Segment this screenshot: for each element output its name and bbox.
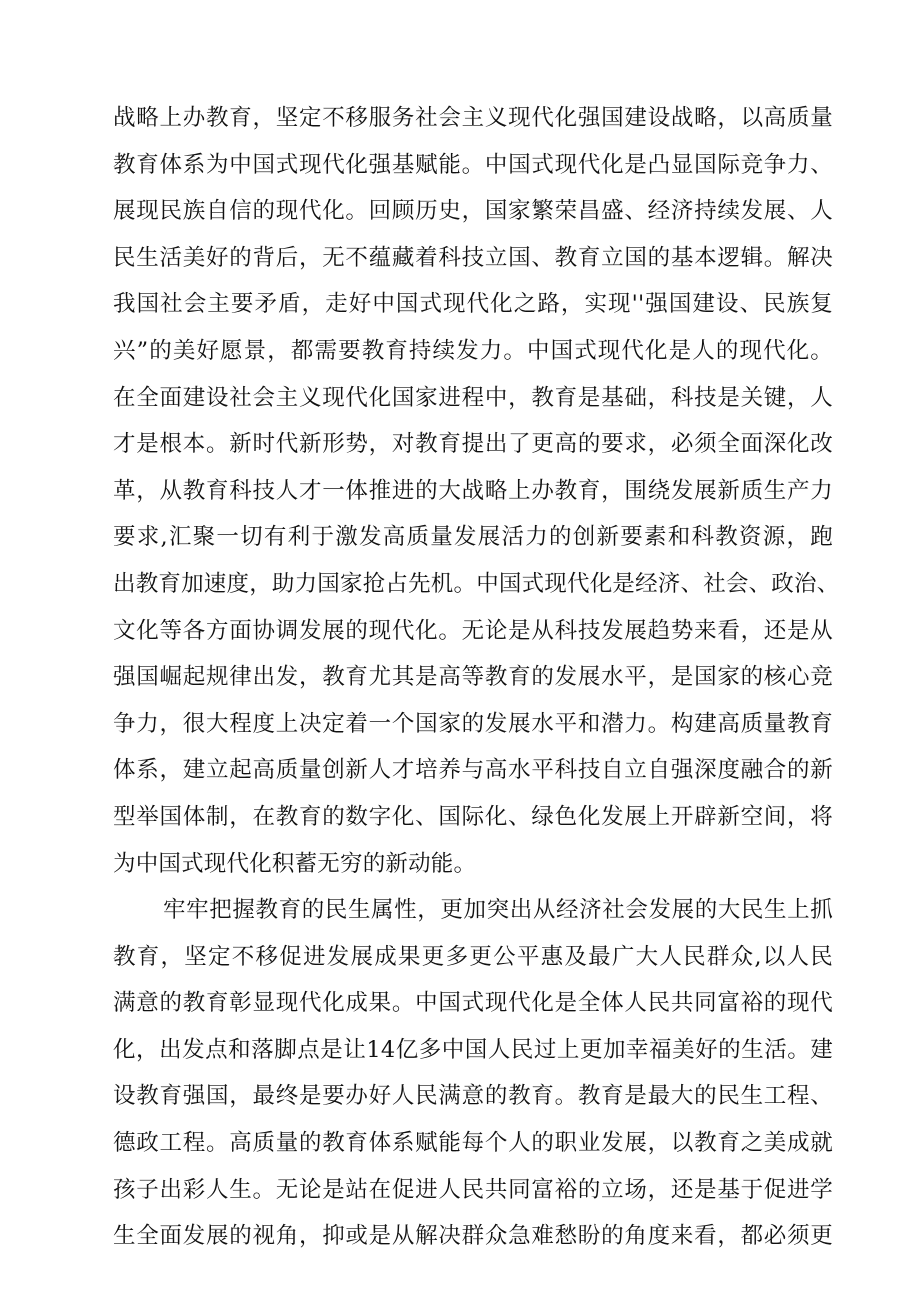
- text-line: 化，出发点和落脚点是让14亿多中国人民过上更加幸福美好的生活。建: [113, 1036, 833, 1063]
- text-line: 要求,汇聚一切有利于激发高质量发展活力的创新要素和科教资源，跑: [113, 524, 833, 551]
- text-line: 型举国体制，在教育的数字化、国际化、绿色化发展上开辟新空间，将: [113, 803, 833, 830]
- text-line: 孩子出彩人生。无论是站在促进人民共同富裕的立场，还是基于促进学: [113, 1176, 833, 1203]
- text-line: 德政工程。高质量的教育体系赋能每个人的职业发展，以教育之美成就: [113, 1130, 833, 1157]
- text-line: 为中国式现代化积蓄无穷的新动能。: [113, 850, 477, 877]
- text-line: 强国崛起规律出发，教育尤其是高等教育的发展水平，是国家的核心竞: [113, 664, 833, 691]
- paragraph-1: [113, 95, 840, 887]
- paragraph-2: [113, 887, 833, 1260]
- text-line: 生全面发展的视角，抑或是从解决群众急难愁盼的角度来看，都必须更: [113, 1223, 833, 1250]
- text-line: 牢牢把握教育的民生属性，更加突出从经济社会发展的大民生上抓: [163, 897, 833, 924]
- text-line: 我国社会主要矛盾，走好中国式现代化之路，实现''强国建设、民族复: [113, 291, 833, 318]
- document-body: [113, 95, 840, 1260]
- text-line: 革，从教育科技人才一体推进的大战略上办教育，围绕发展新质生产力: [113, 477, 833, 504]
- text-line: 争力，很大程度上决定着一个国家的发展水平和潜力。构建高质量教育: [113, 710, 833, 737]
- text-line: 民生活美好的背后，无不蕴藏着科技立国、教育立国的基本逻辑。解决: [113, 244, 833, 271]
- text-line: 才是根本。新时代新形势，对教育提出了更高的要求，必须全面深化改: [113, 431, 833, 458]
- text-line: 体系，建立起高质量创新人才培养与高水平科技自立自强深度融合的新: [113, 757, 833, 784]
- text-line: 教育体系为中国式现代化强基赋能。中国式现代化是凸显国际竞争力、: [113, 151, 833, 178]
- text-line: 出教育加速度，助力国家抢占先机。中国式现代化是经济、社会、政治、: [113, 570, 840, 597]
- text-line: 展现民族自信的现代化。回顾历史，国家繁荣昌盛、经济持续发展、人: [113, 198, 833, 225]
- text-line: 兴”的美好愿景，都需要教育持续发力。中国式现代化是人的现代化。: [113, 337, 833, 364]
- text-line: 满意的教育彰显现代化成果。中国式现代化是全体人民共同富裕的现代: [113, 990, 833, 1017]
- text-line: 文化等各方面协调发展的现代化。无论是从科技发展趋势来看，还是从: [113, 617, 833, 644]
- text-line: 教育，坚定不移促进发展成果更多更公平惠及最广大人民群众,以人民: [113, 943, 833, 970]
- text-line: 设教育强国，最终是要办好人民满意的教育。教育是最大的民生工程、: [113, 1083, 833, 1110]
- text-line: 战略上办教育，坚定不移服务社会主义现代化强国建设战略，以高质量: [113, 105, 833, 131]
- text-line: 在全面建设社会主义现代化国家进程中，教育是基础，科技是关键，人: [113, 384, 833, 411]
